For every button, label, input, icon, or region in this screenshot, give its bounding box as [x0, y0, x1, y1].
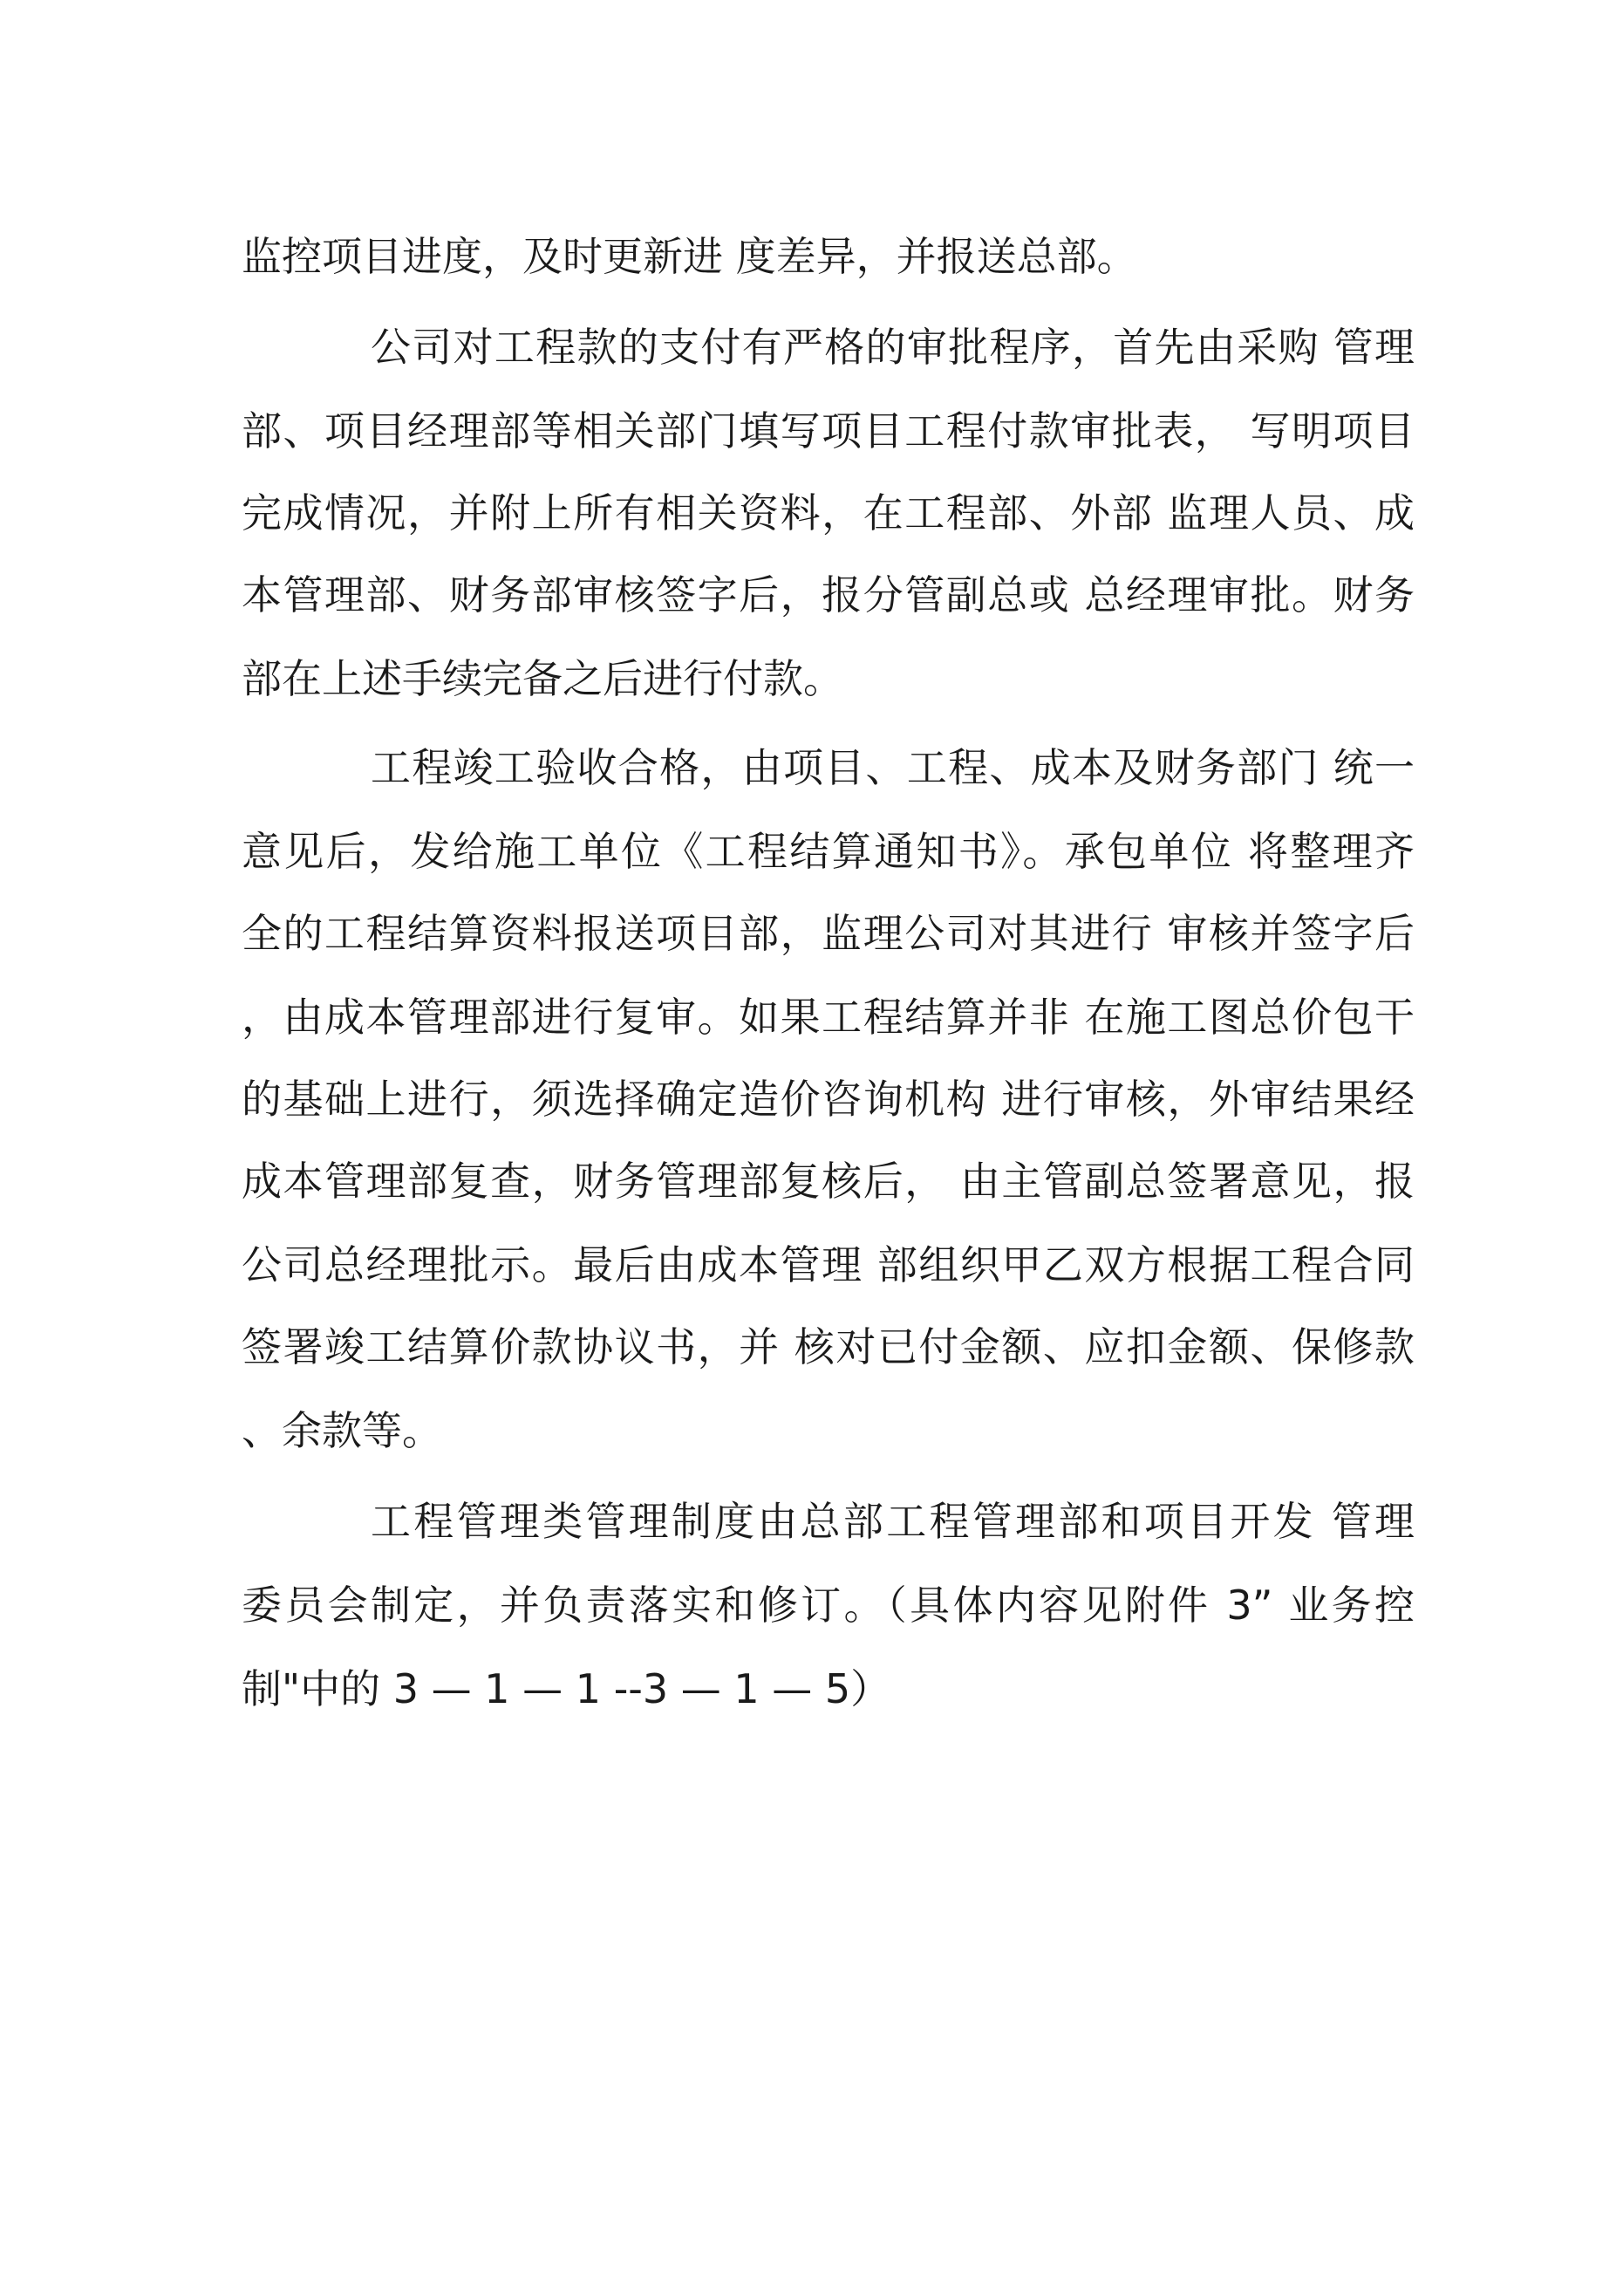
- paragraph-3-line-7: 公司总经理批示。最后由成本管理 部组织甲乙双方根据工程合同: [242, 1241, 1415, 1288]
- paragraph-4-line-3: 制"中的 3 — 1 — 1 --3 — 1 — 5）: [242, 1665, 891, 1712]
- paragraph-3-line-8: 签署竣工结算价款协议书，并 核对已付金额、应扣金额、保修款: [242, 1323, 1415, 1370]
- paragraph-3-line-3: 全的工程结算资料报送项目部，监理公司对其进行 审核并签字后: [242, 910, 1415, 957]
- paragraph-2-line-4: 本管理部、财务部审核签字后，报分管副总或 总经理审批。财务: [242, 571, 1415, 618]
- paragraph-3-line-5: 的基础上进行，须选择确定造价咨询机构 进行审核，外审结果经: [242, 1076, 1415, 1123]
- paragraph-3-line-6: 成本管理部复查，财务管理部复核后， 由主管副总签署意见，报: [242, 1158, 1415, 1205]
- paragraph-2-line-3: 完成情况，并附上所有相关资料，在工程部、外部 监理人员、成: [242, 489, 1415, 536]
- paragraph-3-line-1: 工程竣工验收合格，由项目、工程、成本及财务部门 统一: [371, 744, 1415, 791]
- paragraph-2-line-1: 公司对工程款的支付有严格的审批程序，首先由采购 管理: [371, 324, 1415, 371]
- paragraph-3-line-9: 、余款等。: [242, 1407, 442, 1454]
- paragraph-3-line-2: 意见后，发给施工单位《工程结算通知书》。承包单位 将整理齐: [242, 828, 1415, 875]
- paragraph-2-line-2: 部、项目经理部等相关部门填写项目工程付款审批表， 写明项目: [242, 407, 1415, 454]
- paragraph-4-line-2: 委员会制定，并负责落实和修订。（具体内容见附件 3” 业务控: [242, 1582, 1415, 1629]
- paragraph-2-line-5: 部在上述手续完备之后进行付款。: [242, 655, 843, 702]
- paragraph-1-line-1: 监控项目进度，及时更新进 度差异，并报送总部。: [242, 233, 1137, 280]
- paragraph-3-line-4: ，由成本管理部进行复审。如果工程结算并非 在施工图总价包干: [242, 994, 1415, 1041]
- paragraph-4-line-1: 工程管理类管理制度由总部工程管理部和项目开发 管理: [371, 1498, 1415, 1545]
